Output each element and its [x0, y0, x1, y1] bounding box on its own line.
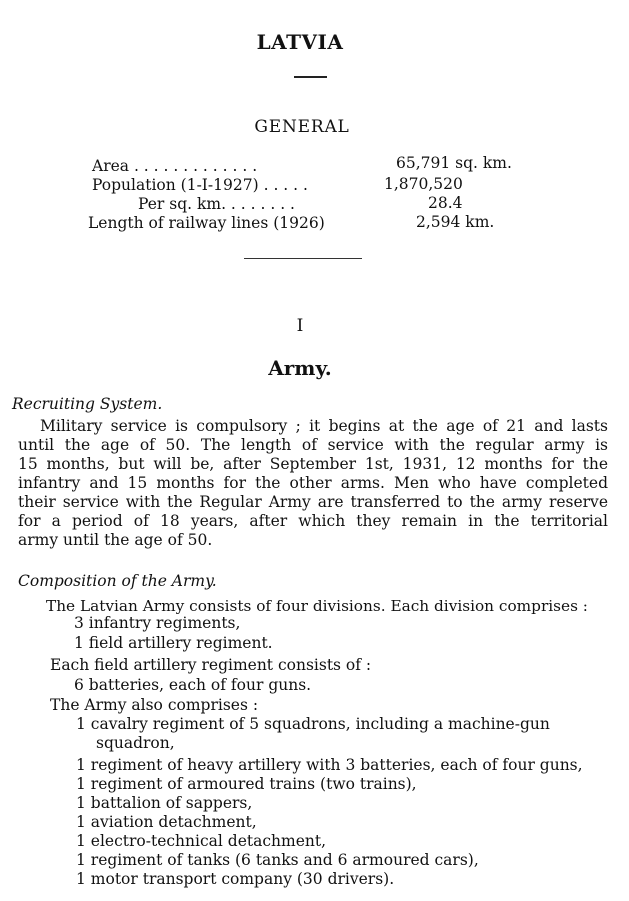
- stat-value-density: 28.4: [428, 194, 463, 212]
- paragraph-line: 15 months, but will be, after September 1st, 1931, 12 months for the: [18, 455, 608, 473]
- list-item: 1 electro-technical detachment,: [76, 832, 327, 850]
- section-divider: [244, 258, 362, 259]
- stat-label-population: Population (1-I-1927) . . . . .: [92, 176, 308, 194]
- list-item-continuation: squadron,: [96, 734, 175, 752]
- also-intro: The Army also comprises :: [50, 696, 259, 714]
- list-item: 1 field artillery regiment.: [74, 634, 273, 652]
- stat-label-railway: Length of railway lines (1926): [88, 214, 325, 232]
- section-number: I: [296, 316, 304, 336]
- list-item: 1 battalion of sappers,: [76, 794, 253, 812]
- stat-label-area: Area . . . . . . . . . . . . .: [92, 157, 258, 175]
- list-item: 1 aviation detachment,: [76, 813, 257, 831]
- list-item: 1 motor transport company (30 drivers).: [76, 870, 395, 888]
- composition-intro: The Latvian Army consists of four divisions. Each division comprises :: [46, 597, 588, 615]
- list-item: 1 regiment of tanks (6 tanks and 6 armoured cars),: [76, 851, 479, 869]
- artillery-intro: Each field artillery regiment consists of :: [50, 656, 372, 674]
- list-item: 3 infantry regiments,: [74, 614, 241, 632]
- stat-label-density: Per sq. km. . . . . . . .: [138, 195, 295, 213]
- paragraph-line: until the age of 50. The length of service with the regular army is: [18, 436, 608, 454]
- stat-value-railway: 2,594 km.: [416, 213, 495, 231]
- section-heading: Army.: [268, 356, 332, 380]
- list-item: 1 cavalry regiment of 5 squadrons, including a machine-gun: [76, 715, 550, 733]
- list-item: 1 regiment of armoured trains (two trains),: [76, 775, 417, 793]
- paragraph-line: for a period of 18 years, after which they remain in the territorial: [18, 512, 608, 530]
- composition-heading: Composition of the Army.: [18, 572, 217, 590]
- paragraph-line: army until the age of 50.: [18, 531, 213, 549]
- paragraph-line: Military service is compulsory ; it begins at the age of 21 and lasts: [40, 417, 608, 435]
- list-item: 1 regiment of heavy artillery with 3 batteries, each of four guns,: [76, 756, 583, 774]
- paragraph-line: infantry and 15 months for the other arms. Men who have completed: [18, 474, 608, 492]
- page-title: LATVIA: [256, 30, 344, 54]
- paragraph-line: their service with the Regular Army are transferred to the army reserve: [18, 493, 608, 511]
- recruiting-paragraph: [18, 417, 608, 550]
- general-heading: GENERAL: [254, 117, 350, 137]
- title-rule: [294, 76, 327, 78]
- recruiting-heading: Recruiting System.: [12, 395, 163, 413]
- list-item: 6 batteries, each of four guns.: [74, 676, 312, 694]
- stat-value-area: 65,791 sq. km.: [396, 154, 512, 172]
- stat-value-population: 1,870,520: [384, 175, 463, 193]
